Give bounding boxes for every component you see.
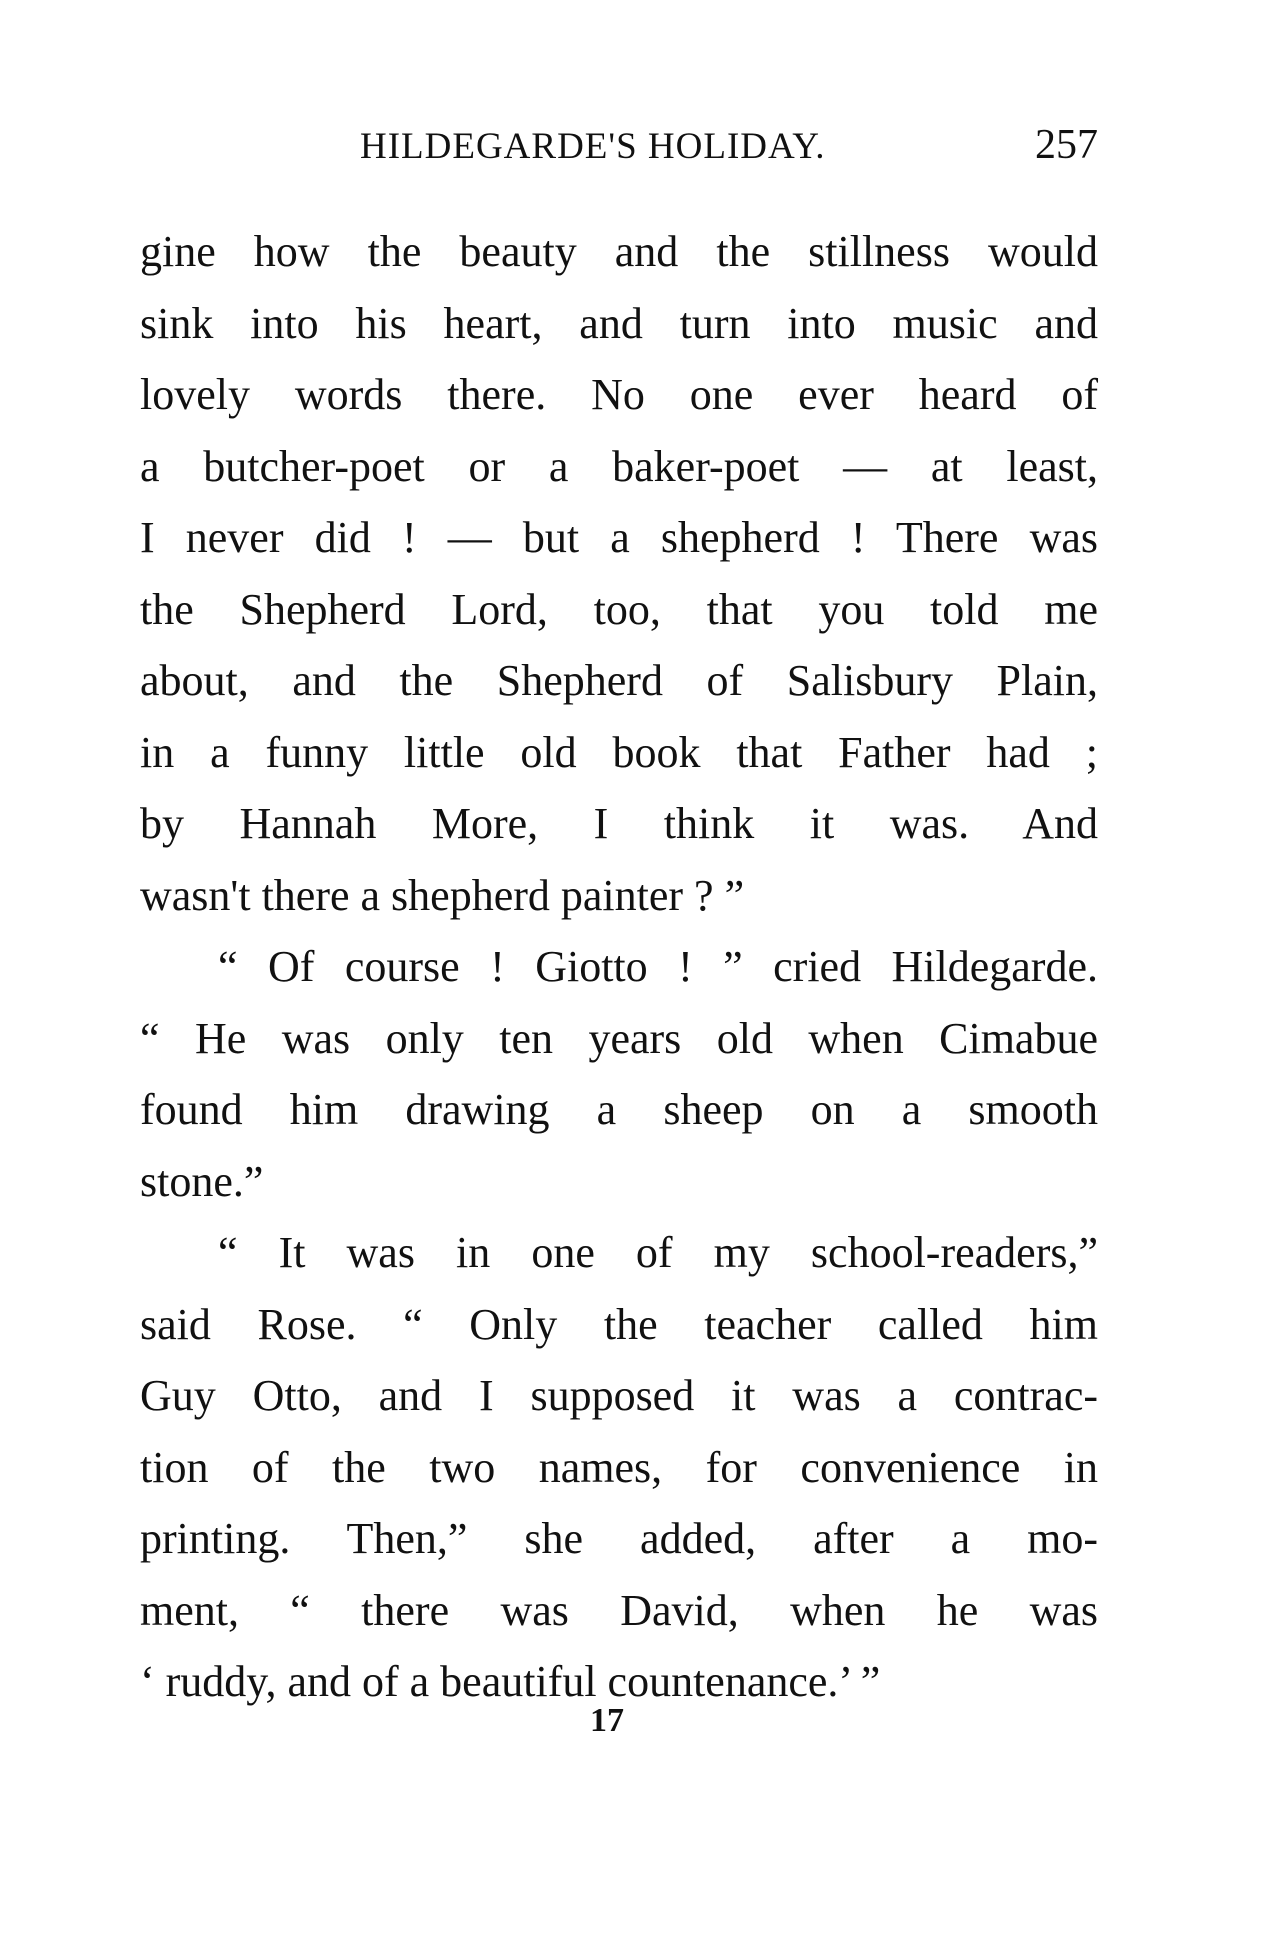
text-line: sink into his heart, and turn into music and <box>140 298 1098 348</box>
text-line: wasn't there a shepherd painter ? ” <box>140 870 745 920</box>
text-line: in a funny little old book that Father had ; <box>140 727 1098 777</box>
text-line: gine how the beauty and the stillness would <box>140 227 1098 276</box>
text-line: “ Of course ! Giotto ! ” cried Hildegarde. <box>218 942 1098 991</box>
text-line: the Shepherd Lord, too, that you told me <box>140 584 1098 634</box>
text-line: ment, “ there was David, when he was <box>140 1585 1098 1635</box>
body-text <box>140 216 1098 1718</box>
text-line: about, and the Shepherd of Salisbury Plain, <box>140 656 1098 705</box>
text-line: ‘ ruddy, and of a beautiful countenance.’ ” <box>140 1657 881 1706</box>
running-head: HILDEGARDE'S HOLIDAY. <box>360 126 826 167</box>
page-number: 257 <box>1035 122 1098 168</box>
text-line: stone.” <box>140 1156 264 1206</box>
text-line: found him drawing a sheep on a smooth <box>140 1085 1098 1134</box>
text-line: Guy Otto, and I supposed it was a contrac- <box>140 1371 1098 1420</box>
text-line: “ He was only ten years old when Cimabue <box>140 1013 1098 1063</box>
text-line: printing. Then,” she added, after a mo- <box>140 1514 1098 1563</box>
text-line: “ It was in one of my school-readers,” <box>218 1228 1098 1277</box>
text-line: a butcher-poet or a baker-poet — at least, <box>140 441 1098 491</box>
text-line: said Rose. “ Only the teacher called him <box>140 1299 1098 1349</box>
text-line: I never did ! — but a shepherd ! There was <box>140 513 1098 562</box>
text-line: by Hannah More, I think it was. And <box>140 799 1098 848</box>
text-line: lovely words there. No one ever heard of <box>140 370 1098 419</box>
signature-mark: 17 <box>590 1702 624 1739</box>
text-line: tion of the two names, for convenience in <box>140 1442 1098 1492</box>
